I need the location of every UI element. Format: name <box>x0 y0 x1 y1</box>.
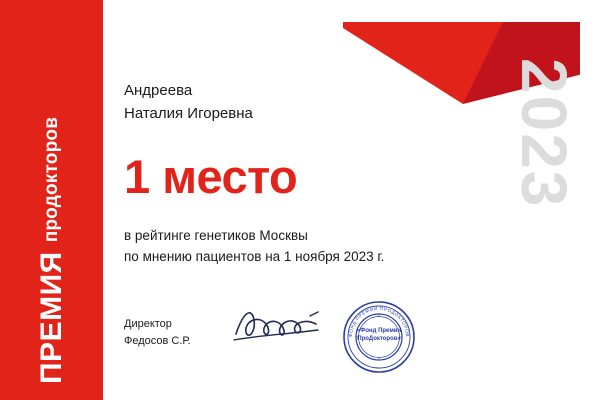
award-description <box>124 226 524 268</box>
stamp-line-2: ПроДокторов» <box>357 335 401 342</box>
year-watermark: 2023 <box>508 58 580 209</box>
award-place: 1 место <box>124 150 298 203</box>
recipient-first-patronymic: Наталия Игоревна <box>124 104 253 122</box>
brand-band-text <box>0 0 103 400</box>
svg-text:ФОНД ПРЕМИИ ПРОДОКТОРОВ: ФОНД ПРЕМИИ ПРОДОКТОРОВ <box>347 305 411 338</box>
stamp-center-text <box>342 328 416 343</box>
signature-scribble-icon <box>232 304 320 353</box>
certificate-content <box>124 80 524 268</box>
brand-band <box>0 0 103 400</box>
award-description-line1: в рейтинге генетиков Москвы <box>124 228 308 243</box>
brand-title-prodoktorov: продокторов <box>41 116 62 243</box>
handwritten-signature-icon <box>232 304 320 348</box>
recipient-last-name: Андреева <box>124 82 193 99</box>
signatory-role: Директор <box>124 318 172 330</box>
award-description-line2: по мнению пациентов на 1 ноября 2023 г. <box>124 248 385 264</box>
brand-title-premia: ПРЕМИЯ <box>34 251 68 384</box>
signatory-name: Федосов С.Р. <box>124 334 191 347</box>
signatory <box>124 316 191 349</box>
recipient-name <box>124 80 524 125</box>
official-stamp <box>342 300 416 374</box>
signature-block <box>124 300 544 370</box>
certificate-card <box>103 22 580 378</box>
stamp-line-1: «Фонд Премии <box>356 328 402 334</box>
